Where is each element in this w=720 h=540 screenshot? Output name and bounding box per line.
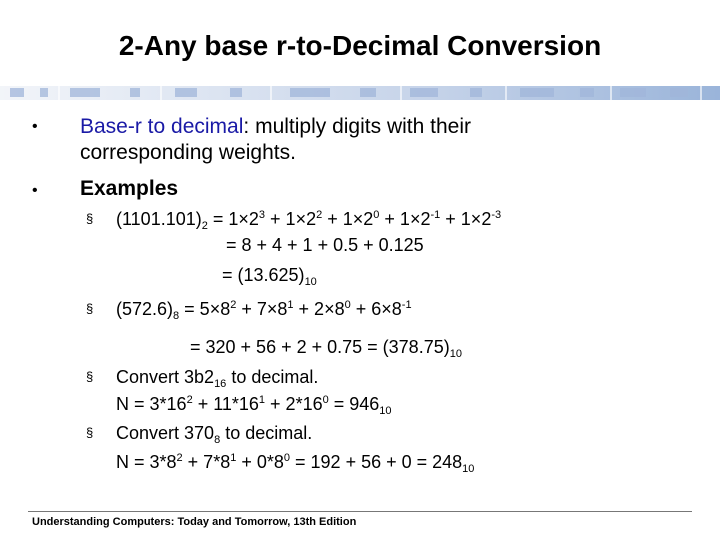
bullet-base-r-rest: : multiply digits with their: [243, 115, 471, 138]
example-4-line-1: Convert $370_8$ to decimal.: [116, 423, 313, 446]
footer-text: Understanding Computers: Today and Tomorrow, 13th Edition: [32, 516, 357, 528]
example-1-line-3: = $(13.625)_{10}$: [222, 265, 317, 288]
footer-divider: [28, 511, 692, 512]
example-1-line-2: = 8 + 4 + 1 + 0.5 + 0.125: [226, 235, 424, 255]
example-3-line-1: Convert $3b2_{16}$ to decimal.: [116, 367, 319, 390]
example-1-line-1: $(1101.101)_2 = 1\times 2^3 + 1\times 2^2 + 1\times 2^0 + 1\times 2^{-1} + 1\times 2^{-3}$: [116, 209, 502, 232]
example-2-line-2: = $320 + 56 + 2 + 0.75 = (378.75)_{10}$: [190, 337, 462, 360]
bullet-base-r: [80, 114, 471, 166]
slide-title: 2-Any base r-to-Decimal Conversion: [118, 30, 602, 61]
sub-bullet-icon: §: [86, 369, 94, 384]
example-2-line-1: $(572.6)_8 = 5\times 8^2 + 7\times 8^1 + 2\times 8^0 + 6\times 8^{-1}$: [116, 299, 412, 322]
example-3-line-2: $N = 3*16^2 + 11*16^1 + 2*16^0 = 946_{10}$: [116, 394, 392, 417]
example-4-line-2: $N = 3*8^2 + 7*8^1 + 0*8^0 = 192 + 56 + 0 = 248_{10}$: [116, 452, 475, 475]
bullet-base-r-lead: Base-r to decimal: [80, 115, 244, 138]
sub-bullet-icon: §: [86, 301, 94, 316]
decorative-band: [0, 86, 720, 100]
bullet-icon: •: [32, 118, 38, 135]
bullet-icon: •: [32, 182, 38, 199]
sub-bullet-icon: §: [86, 425, 94, 440]
sub-bullet-icon: §: [86, 211, 94, 226]
bullet-examples: Examples: [80, 177, 179, 200]
bullet-base-r-line2: corresponding weights.: [80, 141, 296, 164]
